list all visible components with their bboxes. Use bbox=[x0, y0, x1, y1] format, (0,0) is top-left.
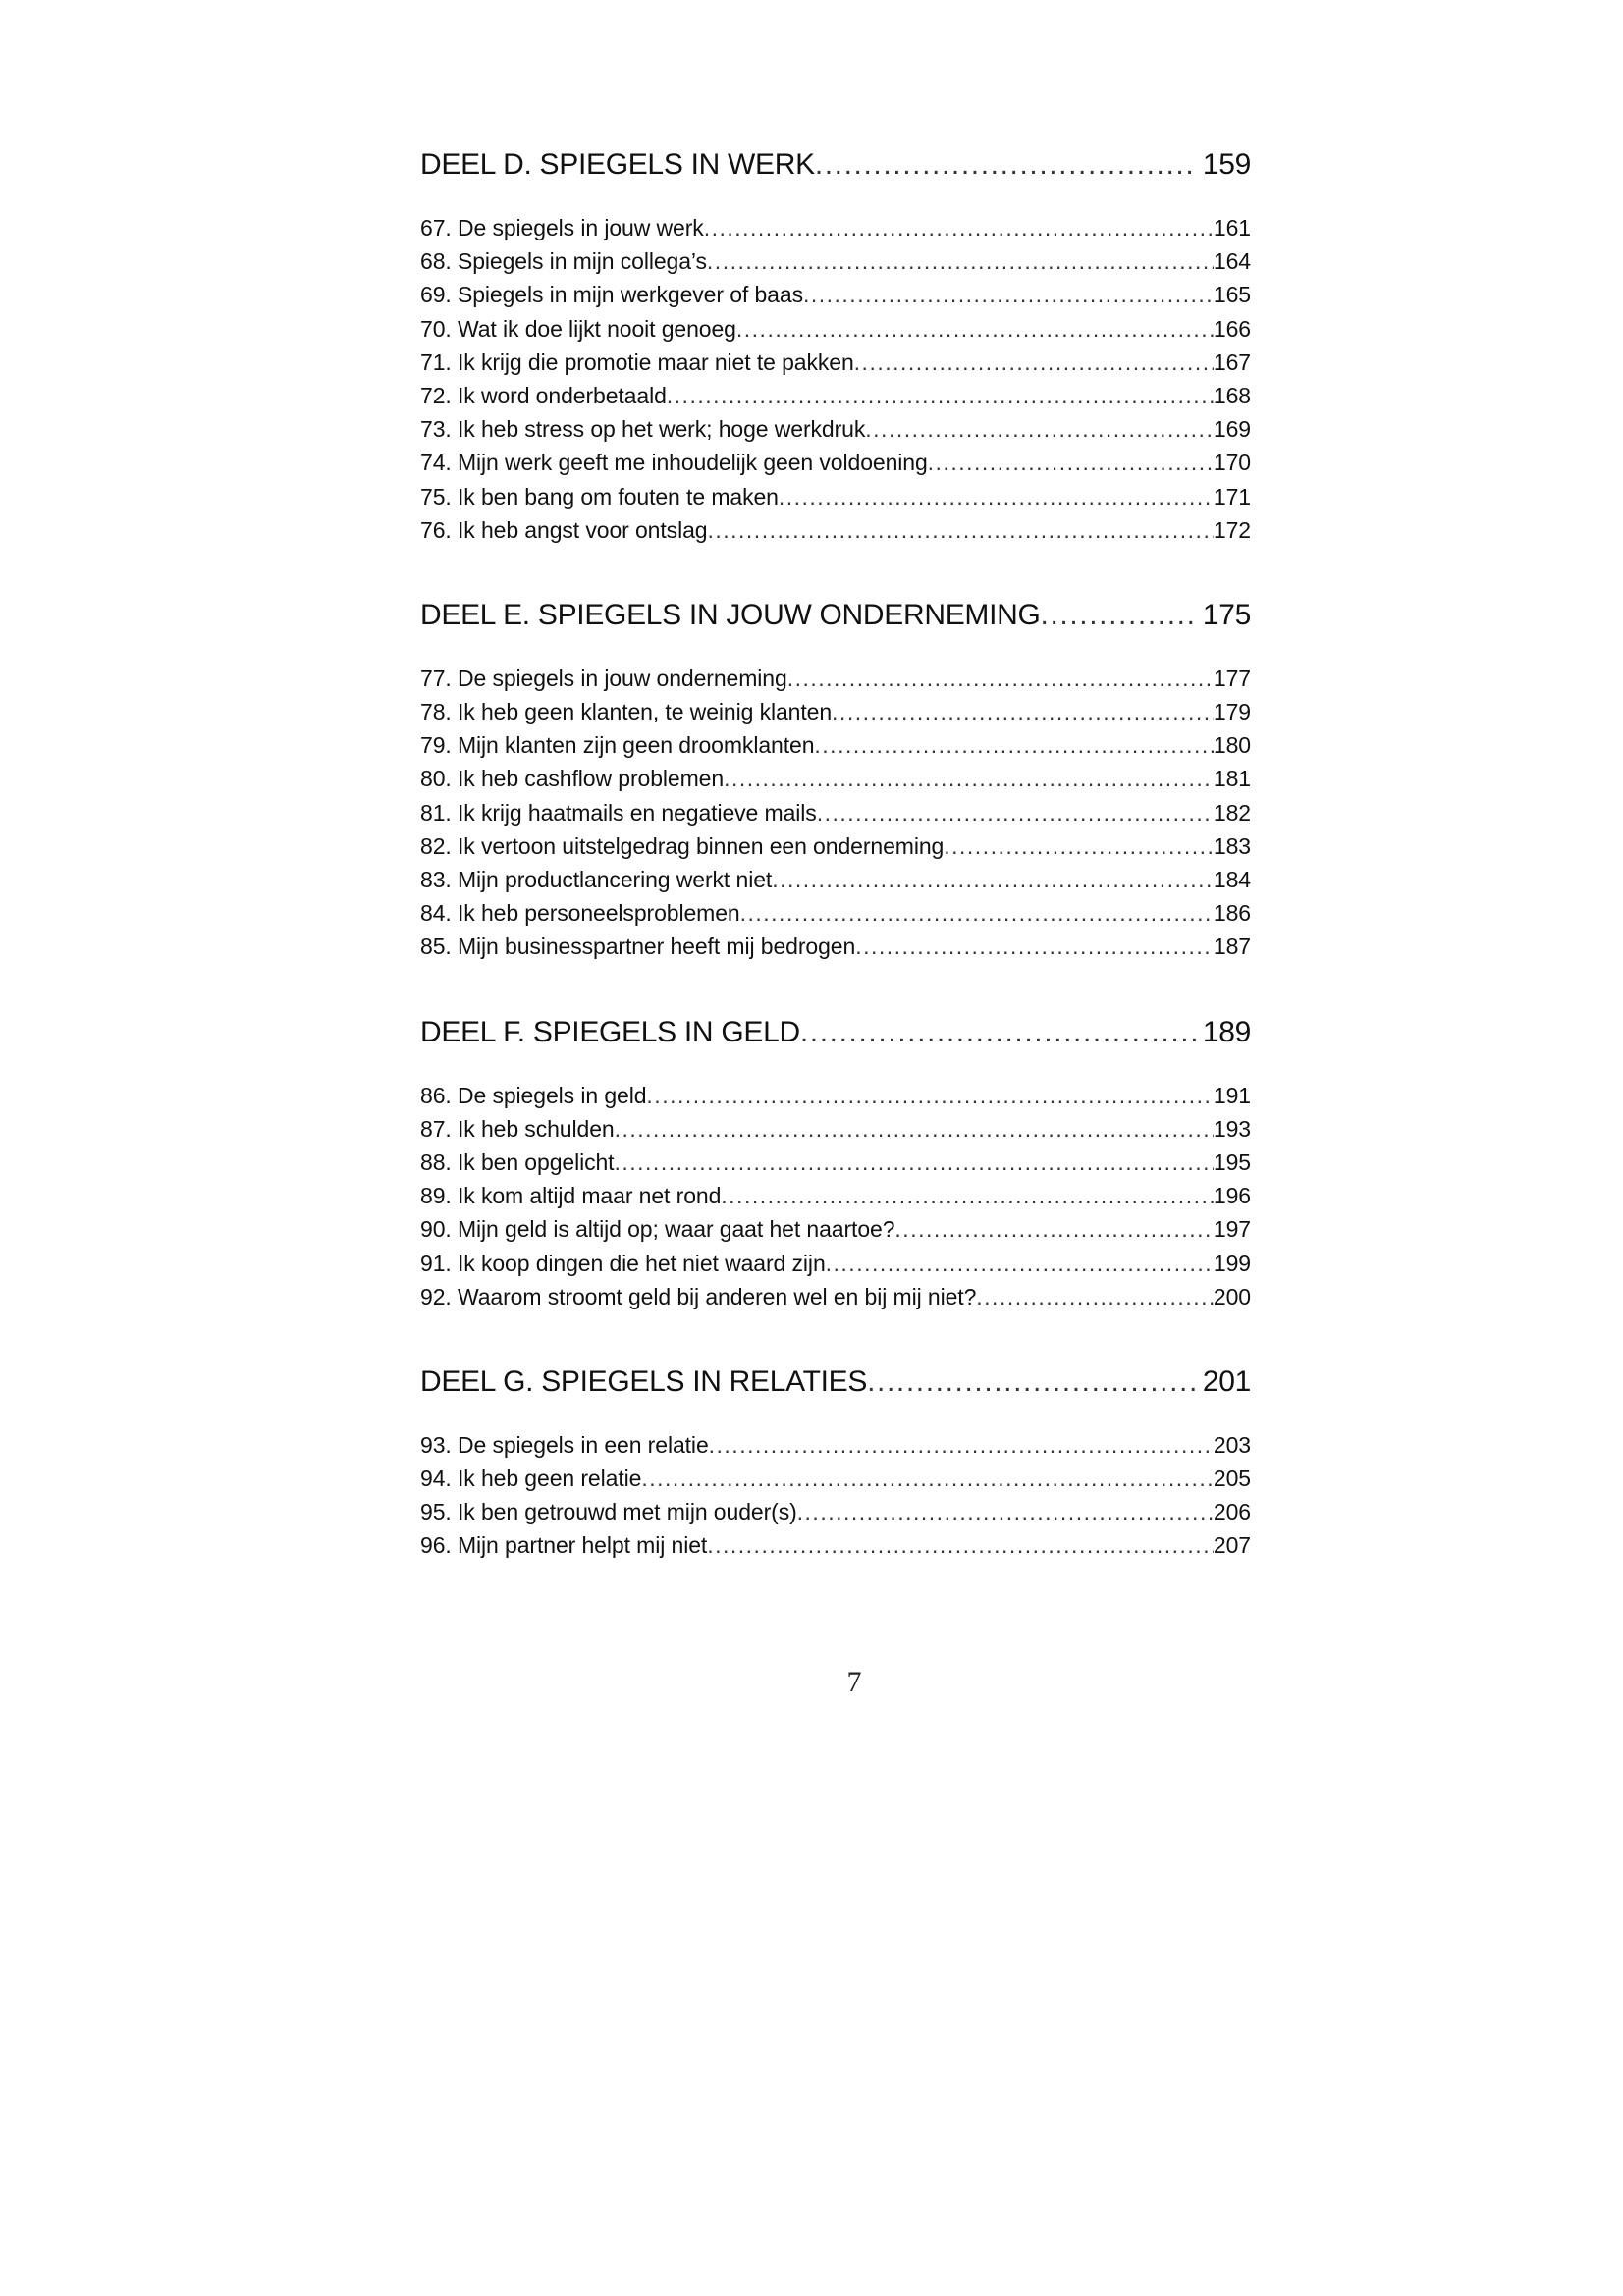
toc-section bbox=[420, 1015, 1251, 1313]
entry-page: 167 bbox=[1213, 348, 1251, 375]
entry-page: 165 bbox=[1213, 282, 1251, 308]
entry-page: 179 bbox=[1213, 699, 1251, 725]
entry-page: 183 bbox=[1213, 832, 1251, 859]
entry-page: 207 bbox=[1213, 1532, 1251, 1559]
entry-title: 84. Ik heb personeelsproblemen bbox=[420, 900, 740, 927]
entry-page: 200 bbox=[1213, 1283, 1251, 1309]
entry-title: 70. Wat ik doe lijkt nooit genoeg bbox=[420, 315, 736, 342]
dot-leader bbox=[797, 1495, 1214, 1528]
entry-title: 83. Mijn productlancering werkt niet bbox=[420, 867, 773, 892]
section-page: 159 bbox=[1202, 148, 1251, 181]
toc-entry[interactable] bbox=[420, 863, 1251, 896]
toc-entry[interactable] bbox=[420, 695, 1251, 728]
entry-title: 93. De spiegels in een relatie bbox=[420, 1431, 709, 1458]
toc-entry[interactable] bbox=[420, 412, 1251, 446]
dot-leader bbox=[928, 446, 1214, 479]
entry-title: 74. Mijn werk geeft me inhoudelijk geen voldoening bbox=[420, 450, 928, 476]
entry-title: 76. Ik heb angst voor ontslag bbox=[420, 516, 708, 543]
toc-entry[interactable] bbox=[420, 1280, 1251, 1313]
toc-entry[interactable] bbox=[420, 513, 1251, 547]
toc-entry[interactable] bbox=[420, 930, 1251, 963]
section-heading[interactable] bbox=[420, 1015, 1251, 1050]
entry-title: 68. Spiegels in mijn collega’s bbox=[420, 248, 707, 275]
dot-leader bbox=[1041, 598, 1197, 633]
entry-title: 80. Ik heb cashflow problemen bbox=[420, 766, 725, 792]
dot-leader bbox=[854, 346, 1214, 379]
entry-title: 86. De spiegels in geld bbox=[420, 1082, 647, 1108]
entry-page: 187 bbox=[1213, 934, 1251, 960]
toc-entry[interactable] bbox=[420, 1079, 1251, 1112]
entry-page: 205 bbox=[1213, 1466, 1251, 1492]
toc-entry[interactable] bbox=[420, 1112, 1251, 1146]
dot-leader bbox=[815, 147, 1197, 183]
entry-title: 79. Mijn klanten zijn geen droomklanten bbox=[420, 732, 815, 759]
entry-page: 186 bbox=[1213, 900, 1251, 927]
dot-leader bbox=[803, 278, 1214, 311]
section-title: DEEL G. SPIEGELS IN RELATIES bbox=[420, 1364, 868, 1398]
entry-title: 89. Ik kom altijd maar net rond bbox=[420, 1183, 722, 1209]
entry-page: 196 bbox=[1213, 1183, 1251, 1209]
dot-leader bbox=[787, 662, 1214, 695]
entry-title: 69. Spiegels in mijn werkgever of baas bbox=[420, 282, 803, 308]
entry-page: 172 bbox=[1213, 516, 1251, 543]
entry-page: 197 bbox=[1213, 1216, 1251, 1243]
toc-entry[interactable] bbox=[420, 662, 1251, 695]
dot-leader bbox=[855, 930, 1214, 963]
toc-entry[interactable] bbox=[420, 312, 1251, 346]
entry-page: 203 bbox=[1213, 1431, 1251, 1458]
dot-leader bbox=[772, 863, 1214, 896]
section-page: 201 bbox=[1202, 1364, 1251, 1398]
entry-page: 206 bbox=[1213, 1499, 1251, 1525]
entry-page: 169 bbox=[1213, 416, 1251, 443]
entry-title: 67. De spiegels in jouw werk bbox=[420, 215, 704, 240]
entry-title: 91. Ik koop dingen die het niet waard zijn bbox=[420, 1250, 826, 1276]
section-title: DEEL E. SPIEGELS IN JOUW ONDERNEMING bbox=[420, 598, 1041, 631]
toc-entry[interactable] bbox=[420, 1247, 1251, 1280]
dot-leader bbox=[814, 728, 1214, 762]
dot-leader bbox=[800, 1015, 1197, 1050]
toc-section bbox=[420, 598, 1251, 964]
toc-entry[interactable] bbox=[420, 762, 1251, 795]
entry-page: 170 bbox=[1213, 450, 1251, 476]
toc-entry[interactable] bbox=[420, 211, 1251, 244]
dot-leader bbox=[894, 1212, 1214, 1246]
entry-page: 182 bbox=[1213, 799, 1251, 826]
dot-leader bbox=[867, 1364, 1197, 1400]
section-heading[interactable] bbox=[420, 598, 1251, 633]
entry-title: 85. Mijn businesspartner heeft mij bedrogen bbox=[420, 934, 856, 960]
toc-entry[interactable] bbox=[420, 796, 1251, 829]
toc-entry[interactable] bbox=[420, 1146, 1251, 1179]
entry-title: 87. Ik heb schulden bbox=[420, 1115, 615, 1142]
dot-leader bbox=[615, 1112, 1214, 1146]
toc-entry[interactable] bbox=[420, 379, 1251, 412]
section-page: 189 bbox=[1202, 1015, 1251, 1048]
section-heading[interactable] bbox=[420, 1364, 1251, 1400]
dot-leader bbox=[944, 829, 1214, 863]
toc-entry[interactable] bbox=[420, 1528, 1251, 1562]
toc-entry[interactable] bbox=[420, 480, 1251, 513]
entry-title: 95. Ik ben getrouwd met mijn ouder(s) bbox=[420, 1499, 797, 1525]
entry-page: 195 bbox=[1213, 1148, 1251, 1175]
entry-title: 71. Ik krijg die promotie maar niet te pakken bbox=[420, 348, 854, 375]
dot-leader bbox=[704, 211, 1214, 244]
dot-leader bbox=[667, 379, 1214, 412]
section-title: DEEL D. SPIEGELS IN WERK bbox=[420, 148, 815, 181]
toc-entry[interactable] bbox=[420, 728, 1251, 762]
dot-leader bbox=[976, 1280, 1214, 1313]
entry-title: 94. Ik heb geen relatie bbox=[420, 1466, 642, 1492]
dot-leader bbox=[740, 896, 1214, 930]
dot-leader bbox=[826, 1247, 1214, 1280]
section-heading[interactable] bbox=[420, 147, 1251, 183]
entry-title: 77. De spiegels in jouw onderneming bbox=[420, 665, 787, 691]
toc-entry[interactable] bbox=[420, 346, 1251, 379]
dot-leader bbox=[707, 244, 1214, 278]
dot-leader bbox=[646, 1079, 1214, 1112]
toc-entry[interactable] bbox=[420, 896, 1251, 930]
dot-leader bbox=[707, 513, 1213, 547]
dot-leader bbox=[614, 1146, 1213, 1179]
toc-entry[interactable] bbox=[420, 829, 1251, 863]
table-of-contents bbox=[420, 147, 1251, 1563]
toc-entry[interactable] bbox=[420, 1495, 1251, 1528]
entry-page: 164 bbox=[1213, 248, 1251, 275]
entry-page: 168 bbox=[1213, 382, 1251, 408]
entry-page: 181 bbox=[1213, 766, 1251, 792]
section-title: DEEL F. SPIEGELS IN GELD bbox=[420, 1015, 800, 1048]
section-page: 175 bbox=[1202, 598, 1251, 631]
dot-leader bbox=[707, 1528, 1214, 1562]
toc-section bbox=[420, 147, 1251, 547]
entry-title: 92. Waarom stroomt geld bij anderen wel en bij mij niet? bbox=[420, 1283, 977, 1309]
entry-title: 73. Ik heb stress op het werk; hoge werkdruk bbox=[420, 416, 866, 443]
entry-title: 72. Ik word onderbetaald bbox=[420, 382, 667, 408]
entry-title: 78. Ik heb geen klanten, te weinig klanten bbox=[420, 699, 833, 725]
dot-leader bbox=[709, 1428, 1214, 1462]
entry-page: 184 bbox=[1213, 867, 1251, 892]
dot-leader bbox=[817, 796, 1214, 829]
toc-entry[interactable] bbox=[420, 1179, 1251, 1212]
dot-leader bbox=[736, 312, 1214, 346]
toc-entry[interactable] bbox=[420, 1428, 1251, 1462]
entry-page: 199 bbox=[1213, 1250, 1251, 1276]
entry-title: 81. Ik krijg haatmails en negatieve mails bbox=[420, 799, 817, 826]
entry-page: 177 bbox=[1213, 665, 1251, 691]
dot-leader bbox=[832, 695, 1214, 728]
dot-leader bbox=[865, 412, 1214, 446]
toc-entry[interactable] bbox=[420, 1212, 1251, 1246]
entry-title: 96. Mijn partner helpt mij niet bbox=[420, 1532, 708, 1559]
entry-page: 180 bbox=[1213, 732, 1251, 759]
entry-page: 193 bbox=[1213, 1115, 1251, 1142]
dot-leader bbox=[721, 1179, 1214, 1212]
page-number: 7 bbox=[846, 1666, 862, 1698]
toc-entry[interactable] bbox=[420, 278, 1251, 311]
entry-page: 166 bbox=[1213, 315, 1251, 342]
entry-title: 75. Ik ben bang om fouten te maken bbox=[420, 483, 779, 509]
entry-page: 191 bbox=[1213, 1082, 1251, 1108]
dot-leader bbox=[641, 1462, 1214, 1495]
entry-title: 88. Ik ben opgelicht bbox=[420, 1148, 615, 1175]
entry-title: 82. Ik vertoon uitstelgedrag binnen een onderneming bbox=[420, 832, 945, 859]
entry-page: 161 bbox=[1213, 215, 1251, 240]
dot-leader bbox=[779, 480, 1214, 513]
toc-section bbox=[420, 1364, 1251, 1563]
dot-leader bbox=[724, 762, 1214, 795]
toc-entry[interactable] bbox=[420, 1462, 1251, 1495]
entry-title: 90. Mijn geld is altijd op; waar gaat het naartoe? bbox=[420, 1216, 895, 1243]
toc-entry[interactable] bbox=[420, 446, 1251, 479]
entry-page: 171 bbox=[1213, 483, 1251, 509]
toc-entry[interactable] bbox=[420, 244, 1251, 278]
